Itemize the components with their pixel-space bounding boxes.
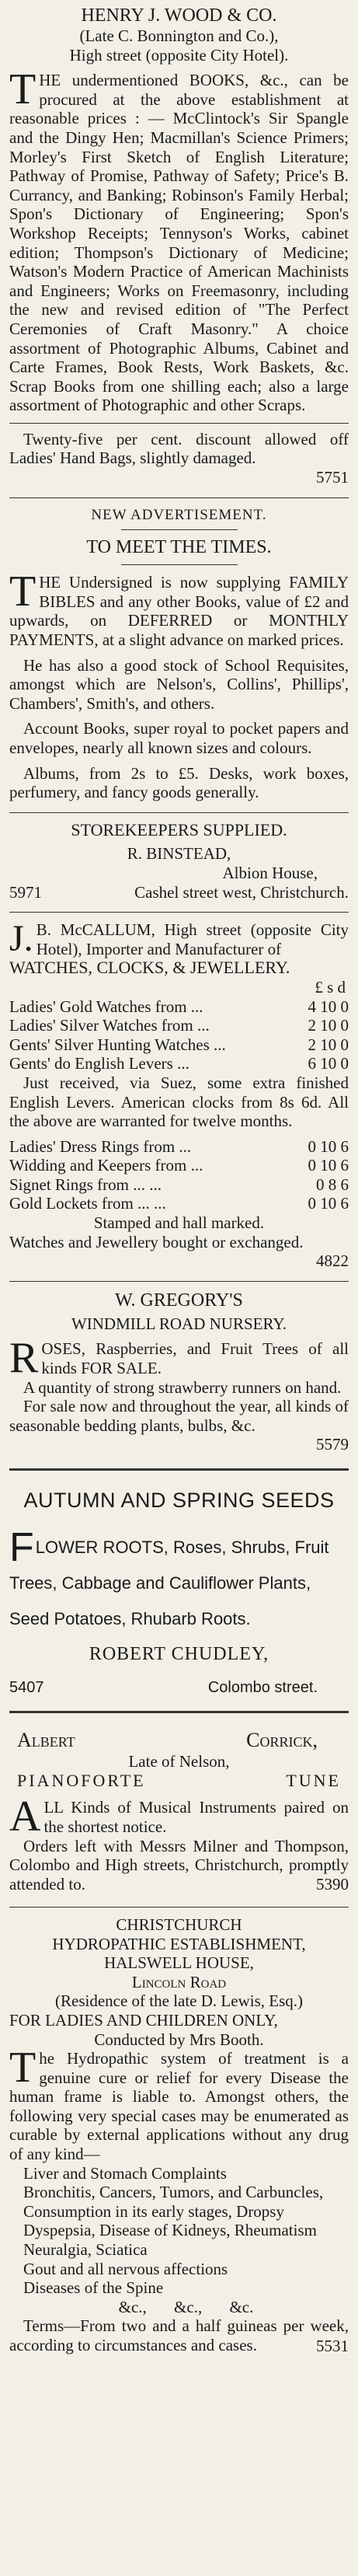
wood-body [9,65,349,415]
mccallum-intro [9,920,349,958]
price-row [9,1137,349,1157]
list-item: Liver and Stomach Complaints [23,2163,227,2183]
item-price: 2 10 0 [308,1035,349,1054]
binstead-address: Cashel street west, Christchurch. [134,882,349,902]
chudley-number: 5407 [9,1678,44,1696]
item-name: Gold Lockets from ... ... [9,1194,166,1213]
chudley-text-1: LOWER ROOTS, Roses, Shrubs, Fruit [35,1538,329,1557]
item-name: Gents' Silver Hunting Watches ... [9,1035,226,1054]
halswell-residence: (Residence of the late D. Lewis, Esq.) [55,1991,303,2011]
mccallum-watches-table [9,997,349,1073]
times-text-1: HE Undersigned is now supplying FAMILY BIBLES and any other Books, value of £2 and upwards, on DEFERRED or MONTHLY PAYMENTS, at a slight advance on marked prices. [9,573,349,650]
chudley-line-2: Trees, Cabbage and Cauliflower Plants, [9,1573,311,1593]
halswell-list [9,2164,349,2317]
list-item: Gout and all nervous affections [23,2259,228,2278]
wood-subtitle: (Late C. Bonnington and Co.), [79,26,279,45]
halswell-number: 5531 [316,2336,349,2355]
chudley-address: Colombo street. [207,1678,318,1696]
halswell-para-1 [9,2044,349,2164]
wood-number: 5751 [316,468,349,487]
item-price: 2 10 0 [308,1016,349,1035]
item-price: 6 10 0 [308,1054,349,1073]
list-item: Consumption in its early stages, Dropsy [23,2201,284,2221]
divider [9,1711,349,1713]
times-advert [9,506,349,802]
wood-address: High street (opposite City Hotel). [69,45,289,65]
times-title: TO MEET THE TIMES. [86,537,272,558]
item-name: Widding and Keepers from ... [9,1156,203,1175]
list-item: Neuralgia, Sciatica [23,2240,148,2260]
corrick-para-2: Orders left with Messrs Milner and Thompson, Colombo and High streets, Christchurch, promptly attended to. [9,1836,349,1894]
list-item: Diseases of the Spine [23,2278,164,2298]
new-advertisement-label: NEW ADVERTISEMENT. [91,506,267,523]
item-name: Gents' do English Levers ... [9,1054,189,1073]
price-row [9,1054,349,1073]
item-price: 0 10 6 [308,1156,349,1175]
times-para-4: Albums, from 2s to £5. Desks, work boxes, perfumery, and fancy goods generally. [9,763,349,802]
corrick-name [9,1729,349,1752]
divider [121,564,238,565]
mccallum-repair: Watches and Jewellery bought or exchanged. [9,1232,304,1251]
mccallum-intro-text: B. McCALLUM, High street (opposite City Hotel), Importer and Manufacturer of [36,920,349,958]
corrick-first-name: Albert [17,1729,75,1752]
corrick-surname: Corrick, [246,1729,318,1752]
halswell-road: Lincoln Road [131,1972,227,1991]
corrick-trade-left: PIANOFORTE [17,1770,146,1790]
item-price: 0 10 6 [308,1136,349,1156]
list-item: Bronchitis, Cancers, Tumors, and Carbuncles, [23,2183,324,2202]
gregory-advert [9,1290,349,1454]
gregory-text-1: OSES, Raspberries, and Fruit Trees of all kinds FOR SALE. [41,1339,349,1378]
price-row [9,997,349,1017]
mccallum-number: 4822 [316,1251,349,1271]
corrick-advert [9,1729,349,1894]
list-item: &c., &c., &c. [118,2297,254,2316]
chudley-drop-cap: F [9,1525,34,1570]
gregory-para-2: A quantity of strong strawberry runners on hand. [23,1377,342,1397]
binstead-number: 5971 [9,882,42,902]
seeds-heading: AUTUMN AND SPRING SEEDS [23,1489,335,1512]
binstead-house: Albion House, [222,863,318,882]
mccallum-rings-table [9,1137,349,1213]
wood-drop-cap: T [9,65,36,114]
gregory-drop-cap: R [9,1334,39,1383]
mccallum-advert [9,920,349,1271]
corrick-late: Late of Nelson, [128,1752,230,1771]
halswell-conducted: Conducted by Mrs Booth. [94,2030,264,2049]
halswell-advert [9,1915,349,2355]
gregory-title: W. GREGORY'S [115,1290,243,1311]
gregory-subtitle: WINDMILL ROAD NURSERY. [71,1314,287,1333]
halswell-line-2: HYDROPATHIC ESTABLISHMENT, [52,1934,306,1953]
price-row [9,1175,349,1195]
divider [9,1281,349,1282]
binstead-footer [9,883,349,902]
mccallum-arrival: Just received, via Suez, some extra finished English Levers. American clocks from 8s 6d. All the above are warranted for twelve months. [9,1073,349,1131]
chudley-name: ROBERT CHUDLEY, [89,1644,269,1664]
chudley-line-1 [9,1525,349,1570]
divider [121,529,238,530]
mccallum-heading: WATCHES, CLOCKS, & JEWELLERY. [9,958,290,978]
chudley-line-3: Seed Potatoes, Rhubarb Roots. [9,1609,251,1628]
gregory-number: 5579 [316,1435,349,1454]
item-name: Signet Rings from ... ... [9,1175,162,1194]
item-name: Ladies' Dress Rings from ... [9,1136,192,1156]
divider [9,812,349,813]
times-para-3: Account Books, super royal to pocket papers and envelopes, nearly all known sizes and colours. [9,719,349,757]
item-price: 0 10 6 [308,1194,349,1213]
times-drop-cap: T [9,567,36,616]
divider [9,1907,349,1908]
price-row [9,1016,349,1035]
corrick-trade-right: TUNE [286,1770,341,1790]
times-para-1 [9,567,349,650]
wood-text: HE undermentioned BOOKS, &c., can be procured at the above establishment at reasonable prices : — McClintock's Sir Spangle and the Dingy Hen; Macmillan's Science Primers; Morley's First Sketch of English Literature; Pathway of Promise, Pathway of Safety; Price's B. Currancy, and Banking; Robinson's Family Herbal; Spon's Dictionary of Engineering; Spon's Workshop Receipts; Tennyson's Works, cabinet edition; Thompson's Dictionary of Medicine; Watson's Modern Practice of American Machinists and Engineers; Works on Freemasonry, including the new and revised edition of "The Perfect Ceremonies of Craft Masonry." A choice assortment of Photographic Albums, Cabinet and Carte Frames, Book Rests, Work Baskets, &c. Scrap Books from one shilling each; also a large assortment of Photographic and other Scraps. [9,71,349,415]
chudley-lines [9,1525,349,1637]
times-para-2: He has also a good stock of School Requisites, amongst which are Nelson's, Collins', Phillips', Chambers', Smith's, and others. [9,655,349,713]
binstead-name: R. BINSTEAD, [127,844,231,864]
gregory-para-1 [9,1334,349,1383]
binstead-advert [9,821,349,902]
item-price: 4 10 0 [308,997,349,1016]
gregory-para-3: For sale now and throughout the year, all kinds of seasonable bedding plants, bulbs, &c. [9,1397,349,1435]
halswell-for: FOR LADIES AND CHILDREN ONLY, [9,2010,278,2030]
divider [9,912,349,913]
halswell-text-1: he Hydropathic system of treatment is a genuine cure or relief for every Disease the human frame is liable to. Amongst others, the following very special cases may be enumerated as curable by external applications without any drug of any kind— [9,2049,349,2164]
corrick-drop-cap: A [9,1792,41,1841]
list-item: Dyspepsia, Disease of Kidneys, Rheumatism [23,2221,317,2240]
item-price: 0 8 6 [316,1175,349,1194]
halswell-drop-cap: T [9,2044,36,2093]
wood-advert [9,0,349,487]
chudley-advert [9,1488,349,1697]
wood-title: HENRY J. WOOD & CO. [81,5,277,26]
halswell-line-3: HALSWELL HOUSE, [104,1953,254,1973]
halswell-line-1: CHRISTCHURCH [116,1915,242,1934]
mccallum-units: £ s d [315,977,346,997]
price-row [9,1156,349,1175]
chudley-footer [9,1678,349,1698]
corrick-trade [9,1771,349,1791]
item-name: Ladies' Gold Watches from ... [9,997,203,1016]
price-row [9,1194,349,1213]
corrick-text-1: LL Kinds of Musical Instruments paired on the shortest notice. [43,1798,349,1836]
price-row [9,1035,349,1055]
binstead-title: STOREKEEPERS SUPPLIED. [71,819,287,839]
corrick-para-1 [9,1792,349,1841]
divider [9,1468,349,1471]
corrick-number: 5390 [316,1875,349,1894]
divider [9,497,349,498]
item-name: Ladies' Silver Watches from ... [9,1016,210,1035]
mccallum-drop-cap: J. [9,918,33,960]
wood-discount: Twenty-five per cent. discount allowed off Ladies' Hand Bags, slightly damaged. [9,429,349,468]
mccallum-stamped: Stamped and hall marked. [93,1213,265,1233]
divider [9,423,349,424]
halswell-terms: Terms—From two and a half guineas per week, according to circumstances and cases. [9,2316,349,2354]
